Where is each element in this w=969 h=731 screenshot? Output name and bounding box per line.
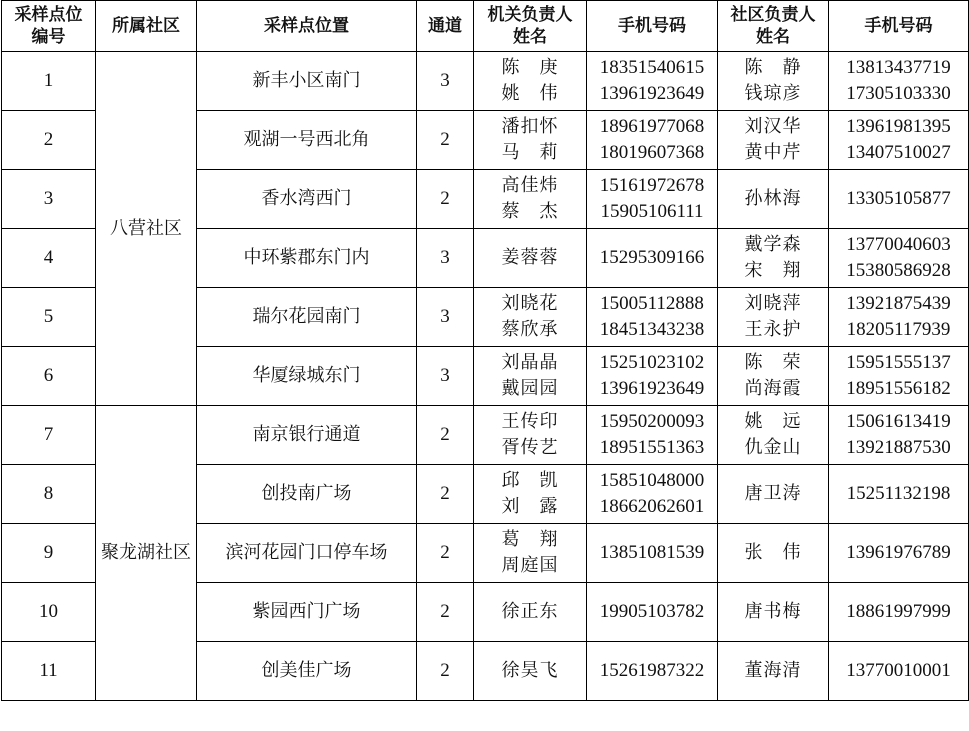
- org-name-cell-line: 戴园园: [501, 378, 559, 399]
- channels-cell: 2: [417, 170, 474, 229]
- header-channels: [417, 1, 474, 52]
- org-phone-cell-line: 15905106111: [600, 201, 704, 222]
- channels-cell: 2: [417, 583, 474, 642]
- org-name-cell-line: 刘 露: [501, 496, 559, 517]
- com-name-cell-line: 宋 翔: [744, 260, 802, 281]
- header-sample-no-text: 编号: [31, 27, 66, 47]
- com-name-cell-line: 唐卫涛: [744, 483, 802, 504]
- org-name-cell: [474, 347, 587, 406]
- community-cell: [96, 406, 197, 701]
- org-name-cell-line: 王传印: [501, 411, 559, 432]
- org-name-cell-line: 葛 翔: [501, 529, 559, 550]
- org-phone-cell-line: 15950200093: [599, 411, 705, 432]
- org-name-cell-line: 陈 庚: [501, 57, 559, 78]
- com-phone-cell-line: 13305105877: [846, 188, 951, 209]
- com-name-cell: [718, 583, 829, 642]
- org-phone-cell-line: 18951551363: [599, 437, 705, 458]
- com-name-cell-line: 张 伟: [744, 542, 802, 563]
- org-phone-cell-line: 15851048000: [599, 470, 705, 491]
- header-com-name: [718, 1, 829, 52]
- com-phone-cell-line: 13921887530: [846, 437, 951, 458]
- community-name: 聚龙湖社区: [101, 542, 191, 563]
- com-phone-cell-line: 18951556182: [846, 378, 951, 399]
- header-com-phone-text: 手机号码: [864, 16, 933, 36]
- com-phone-cell: [829, 229, 969, 288]
- org-phone-cell-line: 15161972678: [599, 175, 705, 196]
- location-cell: 南京银行通道: [197, 406, 417, 465]
- org-phone-cell-line: 15005112888: [600, 293, 704, 314]
- org-phone-cell-line: 18662062601: [599, 496, 705, 517]
- org-name-cell: [474, 52, 587, 111]
- channels-cell: 2: [417, 111, 474, 170]
- org-name-cell-line: 胥传艺: [501, 437, 559, 458]
- org-phone-cell: [587, 229, 718, 288]
- org-name-cell: [474, 170, 587, 229]
- com-phone-cell-line: 13407510027: [846, 142, 951, 163]
- org-phone-cell-line: 19905103782: [599, 601, 705, 622]
- org-phone-cell: [587, 347, 718, 406]
- com-name-cell: [718, 170, 829, 229]
- com-phone-cell-line: 18861997999: [846, 601, 951, 622]
- com-phone-cell: [829, 465, 969, 524]
- org-phone-cell-line: 18451343238: [599, 319, 705, 340]
- sample-no-cell: 2: [2, 111, 96, 170]
- org-name-cell-line: 蔡欣承: [501, 319, 559, 340]
- com-phone-cell: [829, 406, 969, 465]
- header-org-name-text: 机关负责人: [487, 5, 573, 25]
- sample-no-cell: 9: [2, 524, 96, 583]
- sample-no-cell: 10: [2, 583, 96, 642]
- com-name-cell-line: 尚海霞: [744, 378, 802, 399]
- location-cell: 香水湾西门: [197, 170, 417, 229]
- community-name: 八营社区: [110, 217, 182, 239]
- location-cell: 华厦绿城东门: [197, 347, 417, 406]
- org-name-cell-line: 姚 伟: [501, 83, 559, 104]
- org-name-cell: [474, 111, 587, 170]
- sample-no-cell: 8: [2, 465, 96, 524]
- org-phone-cell: [587, 111, 718, 170]
- header-sample-no: [2, 1, 96, 52]
- org-name-cell: [474, 465, 587, 524]
- com-phone-cell-line: 13921875439: [846, 293, 951, 314]
- sample-no-cell: 1: [2, 52, 96, 111]
- com-phone-cell-line: 18205117939: [846, 319, 951, 340]
- com-phone-cell-line: 13770040603: [846, 234, 951, 255]
- com-phone-cell: [829, 52, 969, 111]
- org-phone-cell-line: 13961923649: [599, 83, 705, 104]
- org-name-cell: [474, 229, 587, 288]
- com-name-cell-line: 姚 远: [744, 411, 802, 432]
- header-org-name: [474, 1, 587, 52]
- com-name-cell: [718, 465, 829, 524]
- org-name-cell: [474, 288, 587, 347]
- header-row: [2, 1, 969, 52]
- org-phone-cell: [587, 583, 718, 642]
- header-org-phone: [587, 1, 718, 52]
- org-name-cell-line: 徐正东: [501, 601, 559, 622]
- com-phone-cell: [829, 583, 969, 642]
- org-phone-cell-line: 18351540615: [599, 57, 705, 78]
- com-phone-cell-line: 13961976789: [846, 542, 951, 563]
- org-name-cell-line: 蔡 杰: [501, 201, 559, 222]
- com-phone-cell: [829, 170, 969, 229]
- header-com-name-text: 社区负责人: [730, 5, 816, 25]
- com-name-cell: [718, 52, 829, 111]
- location-cell: 中环紫郡东门内: [197, 229, 417, 288]
- location-cell: 紫园西门广场: [197, 583, 417, 642]
- org-name-cell-line: 高佳炜: [501, 175, 559, 196]
- com-phone-cell: [829, 524, 969, 583]
- org-phone-cell: [587, 406, 718, 465]
- header-location: [197, 1, 417, 52]
- sample-no-cell: 7: [2, 406, 96, 465]
- location-cell: 瑞尔花园南门: [197, 288, 417, 347]
- com-name-cell-line: 刘汉华: [744, 116, 802, 137]
- header-org-name-text: 姓名: [513, 27, 547, 47]
- com-phone-cell: [829, 111, 969, 170]
- com-name-cell-line: 仇金山: [744, 437, 802, 458]
- org-name-cell: [474, 642, 587, 701]
- header-com-phone: [829, 1, 969, 52]
- sample-no-cell: 6: [2, 347, 96, 406]
- org-phone-cell-line: 18019607368: [599, 142, 705, 163]
- table-row: [2, 52, 969, 111]
- com-name-cell: [718, 229, 829, 288]
- org-name-cell: [474, 406, 587, 465]
- com-phone-cell-line: 15061613419: [846, 411, 951, 432]
- org-name-cell: [474, 524, 587, 583]
- com-phone-cell-line: 15380586928: [846, 260, 951, 281]
- org-phone-cell-line: 13851081539: [599, 542, 705, 563]
- com-name-cell-line: 黄中芹: [744, 142, 802, 163]
- header-community-text: 所属社区: [112, 16, 180, 36]
- com-name-cell-line: 钱琼彦: [744, 83, 802, 104]
- com-phone-cell-line: 13961981395: [846, 116, 951, 137]
- com-phone-cell: [829, 288, 969, 347]
- com-name-cell-line: 王永护: [744, 319, 802, 340]
- com-name-cell-line: 刘晓萍: [744, 293, 802, 314]
- com-name-cell-line: 孙林海: [744, 188, 802, 209]
- org-phone-cell-line: 15251023102: [599, 352, 705, 373]
- org-phone-cell: [587, 465, 718, 524]
- location-cell: 创美佳广场: [197, 642, 417, 701]
- com-name-cell-line: 董海清: [744, 660, 802, 681]
- table-row: [2, 406, 969, 465]
- org-name-cell-line: 邱 凯: [501, 470, 559, 491]
- org-name-cell-line: 刘晓花: [501, 293, 559, 314]
- org-phone-cell-line: 13961923649: [599, 378, 705, 399]
- channels-cell: 3: [417, 52, 474, 111]
- org-phone-cell: [587, 288, 718, 347]
- org-phone-cell: [587, 524, 718, 583]
- header-com-name-text: 姓名: [756, 27, 790, 47]
- org-phone-cell-line: 15295309166: [599, 247, 705, 268]
- org-phone-cell: [587, 52, 718, 111]
- sample-no-cell: 3: [2, 170, 96, 229]
- location-cell: 滨河花园门口停车场: [197, 524, 417, 583]
- com-name-cell: [718, 406, 829, 465]
- com-phone-cell-line: 13813437719: [846, 57, 951, 78]
- table-body: [2, 52, 969, 701]
- header-location-text: 采样点位置: [264, 16, 349, 36]
- org-name-cell-line: 姜蓉蓉: [501, 247, 559, 268]
- com-name-cell: [718, 347, 829, 406]
- org-name-cell-line: 刘晶晶: [501, 352, 559, 373]
- com-name-cell: [718, 111, 829, 170]
- location-cell: 创投南广场: [197, 465, 417, 524]
- org-name-cell-line: 潘扣怀: [501, 116, 559, 137]
- channels-cell: 2: [417, 524, 474, 583]
- org-phone-cell: [587, 642, 718, 701]
- sample-no-cell: 5: [2, 288, 96, 347]
- com-name-cell-line: 唐书梅: [744, 601, 802, 622]
- community-cell: [96, 52, 197, 406]
- channels-cell: 3: [417, 347, 474, 406]
- org-name-cell-line: 徐昊飞: [501, 660, 559, 681]
- com-phone-cell: [829, 347, 969, 406]
- sample-no-cell: 4: [2, 229, 96, 288]
- location-cell: 观湖一号西北角: [197, 111, 417, 170]
- channels-cell: 2: [417, 406, 474, 465]
- com-name-cell: [718, 524, 829, 583]
- com-name-cell-line: 陈 荣: [744, 352, 802, 373]
- header-community: [96, 1, 197, 52]
- com-phone-cell: [829, 642, 969, 701]
- com-name-cell: [718, 288, 829, 347]
- org-phone-cell-line: 18961977068: [599, 116, 705, 137]
- channels-cell: 2: [417, 465, 474, 524]
- org-name-cell-line: 马 莉: [501, 142, 559, 163]
- org-name-cell: [474, 583, 587, 642]
- header-org-phone-text: 手机号码: [618, 16, 686, 36]
- com-phone-cell-line: 15951555137: [846, 352, 951, 373]
- sampling-points-table: [1, 0, 969, 701]
- location-cell: 新丰小区南门: [197, 52, 417, 111]
- com-name-cell: [718, 642, 829, 701]
- com-phone-cell-line: 15251132198: [846, 483, 951, 504]
- channels-cell: 3: [417, 229, 474, 288]
- com-phone-cell-line: 13770010001: [846, 660, 951, 681]
- header-sample-no-text: 采样点位: [14, 5, 83, 25]
- org-name-cell-line: 周庭国: [501, 555, 559, 576]
- com-name-cell-line: 戴学森: [744, 234, 802, 255]
- channels-cell: 3: [417, 288, 474, 347]
- sample-no-cell: 11: [2, 642, 96, 701]
- com-phone-cell-line: 17305103330: [846, 83, 951, 104]
- org-phone-cell: [587, 170, 718, 229]
- channels-cell: 2: [417, 642, 474, 701]
- org-phone-cell-line: 15261987322: [599, 660, 705, 681]
- com-name-cell-line: 陈 静: [744, 57, 802, 78]
- header-channels-text: 通道: [428, 16, 462, 36]
